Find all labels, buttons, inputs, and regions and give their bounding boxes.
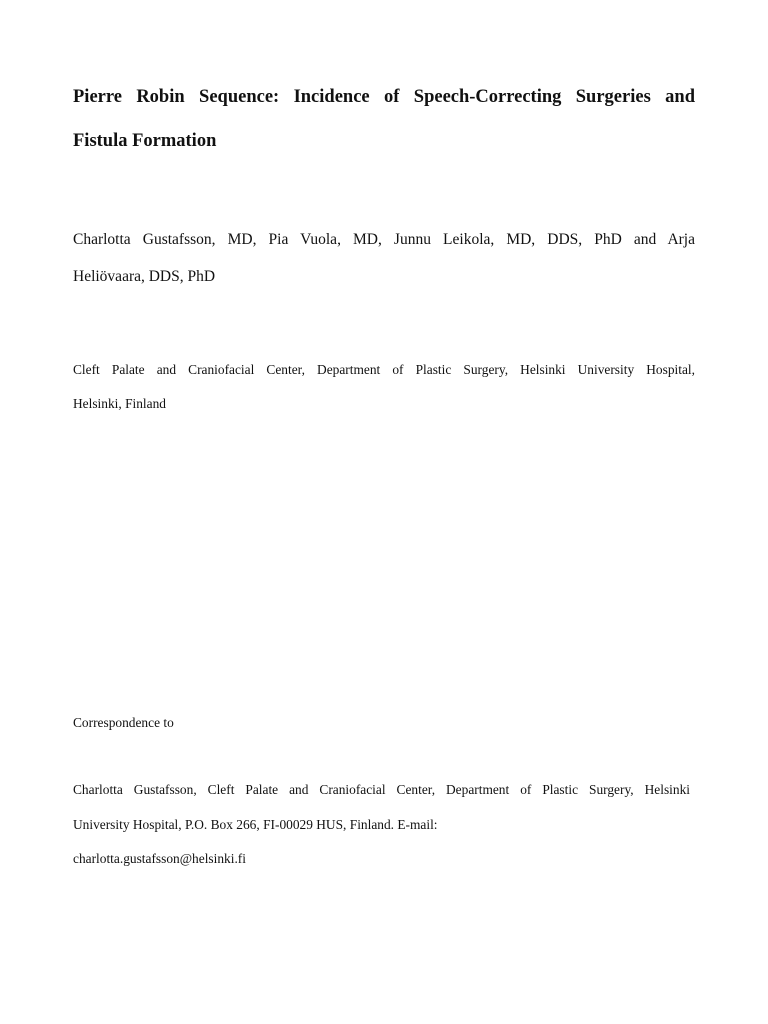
correspondence-line-1: Charlotta Gustafsson, Cleft Palate and Craniofacial Center, Department of Plastic Surgery, Helsinki — [73, 782, 690, 797]
affiliation-line-1: Cleft Palate and Craniofacial Center, Department of Plastic Surgery, Helsinki University Hospital, — [73, 362, 695, 377]
correspondence-line-2: University Hospital, P.O. Box 266, FI-00029 HUS, Finland. E-mail: — [73, 817, 438, 832]
correspondence-email: charlotta.gustafsson@helsinki.fi — [73, 851, 246, 866]
title-line-1: Pierre Robin Sequence: Incidence of Speech-Correcting Surgeries and — [73, 87, 695, 107]
title-line-2: Fistula Formation — [73, 131, 217, 151]
authors-line-2: Heliövaara, DDS, PhD — [73, 268, 216, 285]
affiliation-line-2: Helsinki, Finland — [73, 396, 166, 411]
correspondence-label: Correspondence to — [73, 715, 174, 730]
authors-line-1: Charlotta Gustafsson, MD, Pia Vuola, MD, Junnu Leikola, MD, DDS, PhD and Arja — [73, 231, 695, 248]
